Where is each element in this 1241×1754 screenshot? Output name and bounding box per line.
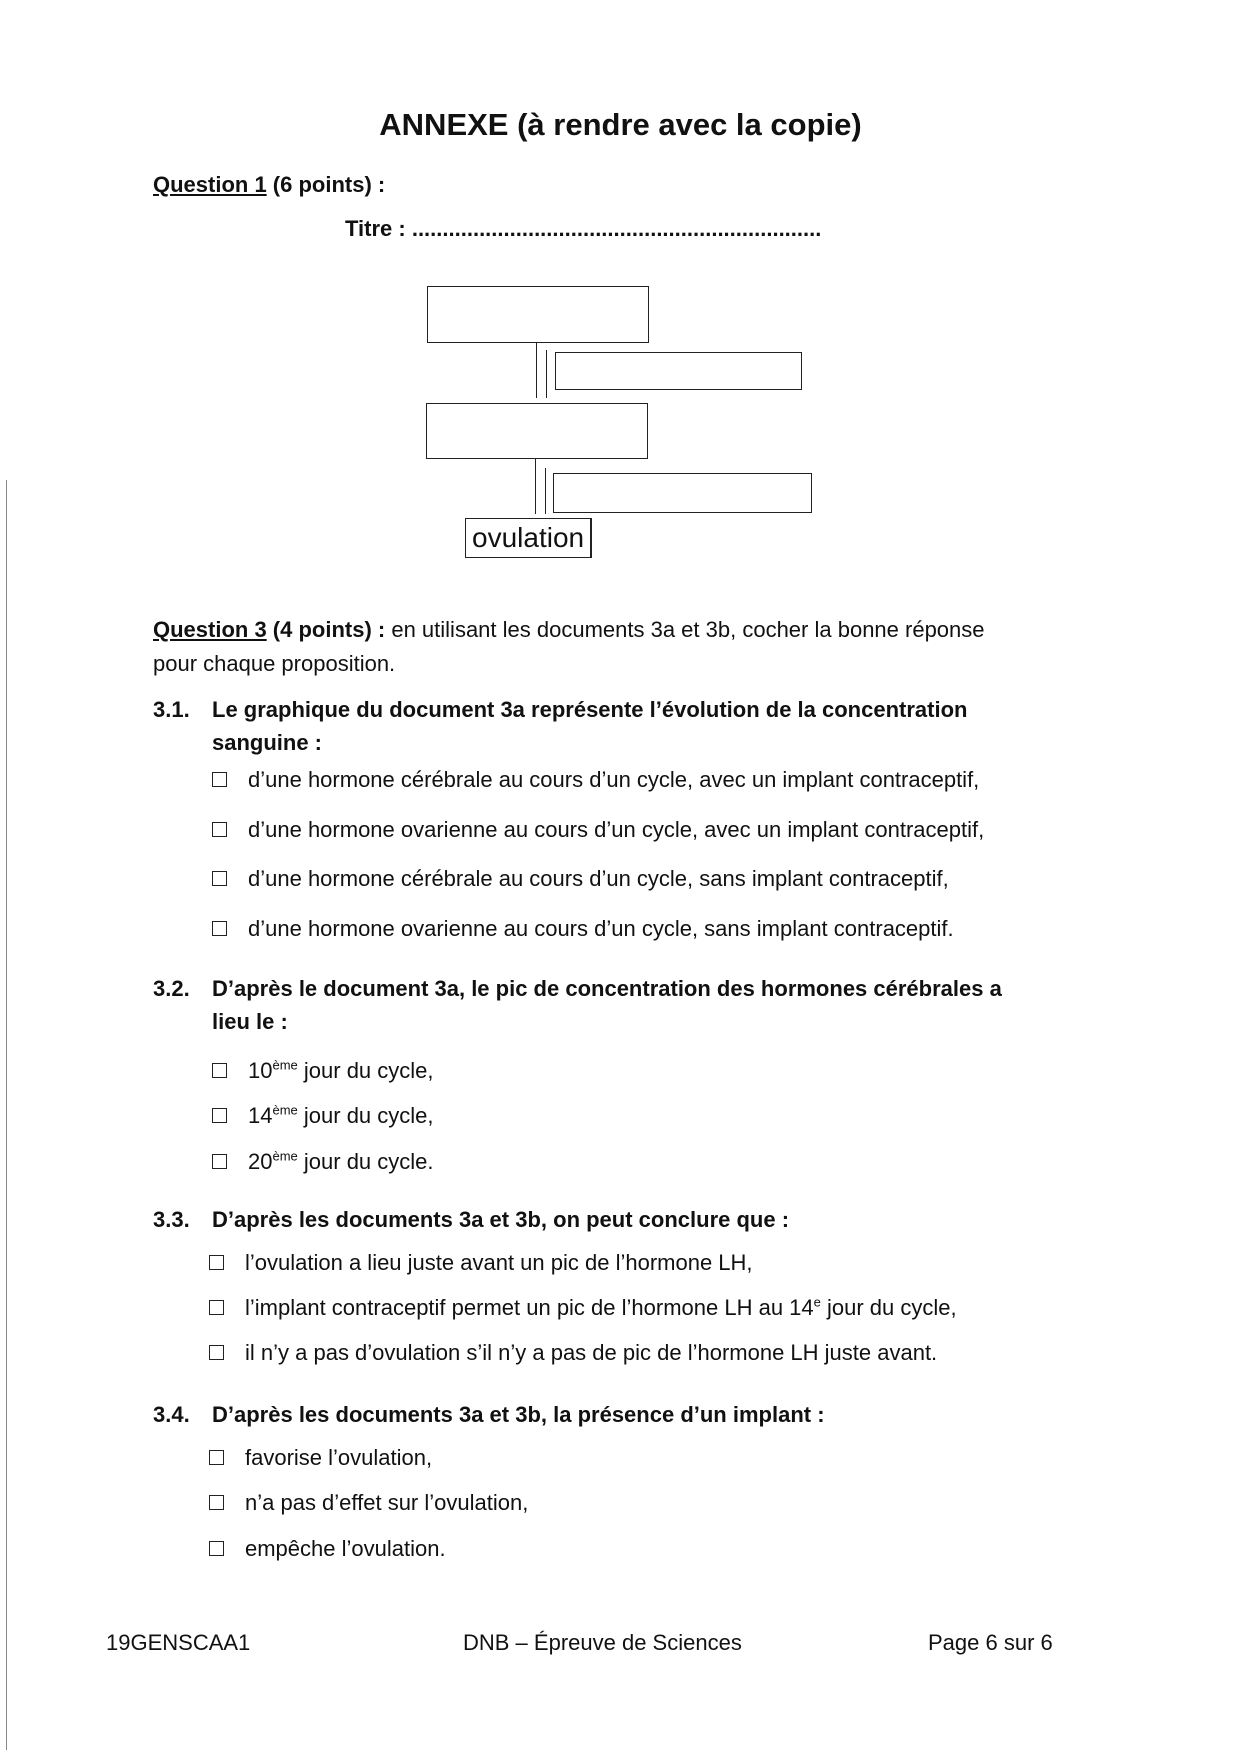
option-3-1-a[interactable] xyxy=(212,766,979,794)
option-day-number: 10 xyxy=(248,1058,273,1083)
item-3-1-heading xyxy=(153,693,1103,763)
item-3-3-text-1: D’après les documents 3a et 3b, on peut conclure que : xyxy=(212,1207,790,1232)
item-3-2-text-2: lieu le : xyxy=(212,1009,288,1034)
diagram-box-2[interactable] xyxy=(426,403,648,459)
page-scan-edge xyxy=(6,480,7,1750)
checkbox[interactable] xyxy=(212,822,227,837)
checkbox[interactable] xyxy=(209,1255,224,1270)
option-label: d’une hormone ovarienne au cours d’un cycle, avec un implant contraceptif, xyxy=(248,817,985,842)
item-3-4-text-1: D’après les documents 3a et 3b, la présence d’un implant : xyxy=(212,1402,825,1427)
diagram-side-box-2[interactable] xyxy=(553,473,812,513)
option-3-2-a[interactable] xyxy=(212,1057,434,1085)
question-1-points: (6 points) : xyxy=(266,172,386,197)
checkbox[interactable] xyxy=(209,1300,224,1315)
footer-page: Page 6 sur 6 xyxy=(928,1630,1053,1655)
checkbox[interactable] xyxy=(212,1154,227,1169)
item-3-2-heading xyxy=(153,972,1103,1042)
checkbox[interactable] xyxy=(212,1108,227,1123)
option-3-1-d[interactable] xyxy=(212,915,954,943)
item-3-1-text-1: Le graphique du document 3a représente l’évolution de la concentration xyxy=(212,697,968,722)
option-day-number: 20 xyxy=(248,1149,273,1174)
item-3-4-heading xyxy=(153,1398,1103,1434)
checkbox[interactable] xyxy=(209,1345,224,1360)
option-label: empêche l’ovulation. xyxy=(245,1536,446,1561)
question-3-instruction-1: en utilisant les documents 3a et 3b, cocher la bonne réponse xyxy=(385,617,985,642)
checkbox[interactable] xyxy=(209,1450,224,1465)
option-label: jour du cycle, xyxy=(297,1103,434,1128)
diagram-connector-1 xyxy=(536,342,537,398)
option-label: favorise l’ovulation, xyxy=(245,1445,433,1470)
checkbox[interactable] xyxy=(209,1495,224,1510)
option-superscript: ème xyxy=(272,1102,298,1118)
checkbox[interactable] xyxy=(212,772,227,787)
option-label: il n’y a pas d’ovulation s’il n’y a pas de pic de l’hormone LH juste avant. xyxy=(245,1340,938,1365)
option-label-rest: jour du cycle, xyxy=(820,1295,957,1320)
option-label: jour du cycle. xyxy=(297,1149,434,1174)
option-label: d’une hormone ovarienne au cours d’un cycle, sans implant contraceptif. xyxy=(248,916,954,941)
option-label: d’une hormone cérébrale au cours d’un cycle, sans implant contraceptif, xyxy=(248,866,949,891)
question-3-label: Question 3 xyxy=(153,617,267,642)
question-3-instruction-2: pour chaque proposition. xyxy=(153,651,396,676)
option-superscript: ème xyxy=(272,1148,298,1164)
item-3-3-heading xyxy=(153,1203,1103,1239)
ovulation-box: ovulation xyxy=(465,518,592,558)
option-superscript: ème xyxy=(272,1057,298,1073)
option-label: jour du cycle, xyxy=(297,1058,434,1083)
diagram-side-box-1[interactable] xyxy=(555,352,802,390)
item-3-1-number: 3.1. xyxy=(153,697,190,722)
item-3-3-number: 3.3. xyxy=(153,1207,190,1232)
option-superscript: e xyxy=(813,1294,821,1310)
question-3-intro xyxy=(153,613,1113,647)
checkbox[interactable] xyxy=(209,1541,224,1556)
option-label: l’implant contraceptif permet un pic de l’hormone LH au 14 xyxy=(245,1295,814,1320)
question-1-heading xyxy=(153,172,385,198)
page-title: ANNEXE (à rendre avec la copie) xyxy=(379,107,862,142)
question-3-points: (4 points) : xyxy=(266,617,386,642)
diagram-connector-2b xyxy=(545,468,546,514)
option-label: d’une hormone cérébrale au cours d’un cycle, avec un implant contraceptif, xyxy=(248,767,980,792)
option-label: l’ovulation a lieu juste avant un pic de l’hormone LH, xyxy=(245,1250,753,1275)
option-3-3-b[interactable] xyxy=(209,1294,957,1322)
diagram-box-1[interactable] xyxy=(427,286,649,343)
option-3-3-a[interactable] xyxy=(209,1249,753,1277)
question-1-label: Question 1 xyxy=(153,172,267,197)
checkbox[interactable] xyxy=(212,921,227,936)
option-3-3-c[interactable] xyxy=(209,1339,937,1367)
option-3-1-c[interactable] xyxy=(212,865,949,893)
option-label: n’a pas d’effet sur l’ovulation, xyxy=(245,1490,529,1515)
item-3-2-number: 3.2. xyxy=(153,976,190,1001)
option-3-4-b[interactable] xyxy=(209,1489,528,1517)
item-3-1-text-2: sanguine : xyxy=(212,730,323,755)
diagram-connector-2 xyxy=(535,458,536,514)
option-3-2-c[interactable] xyxy=(212,1148,434,1176)
diagram-connector-1b xyxy=(546,350,547,398)
footer-exam: DNB – Épreuve de Sciences xyxy=(463,1630,742,1655)
checkbox[interactable] xyxy=(212,871,227,886)
item-3-4-number: 3.4. xyxy=(153,1402,190,1427)
item-3-2-text-1: D’après le document 3a, le pic de concentration des hormones cérébrales a xyxy=(212,976,1002,1001)
option-3-4-a[interactable] xyxy=(209,1444,432,1472)
checkbox[interactable] xyxy=(212,1063,227,1078)
option-3-4-c[interactable] xyxy=(209,1535,446,1563)
option-3-2-b[interactable] xyxy=(212,1102,434,1130)
option-day-number: 14 xyxy=(248,1103,273,1128)
titre-field[interactable]: Titre : ................................................................... xyxy=(345,216,822,241)
footer-code: 19GENSCAA1 xyxy=(106,1630,251,1655)
option-3-1-b[interactable] xyxy=(212,816,984,844)
